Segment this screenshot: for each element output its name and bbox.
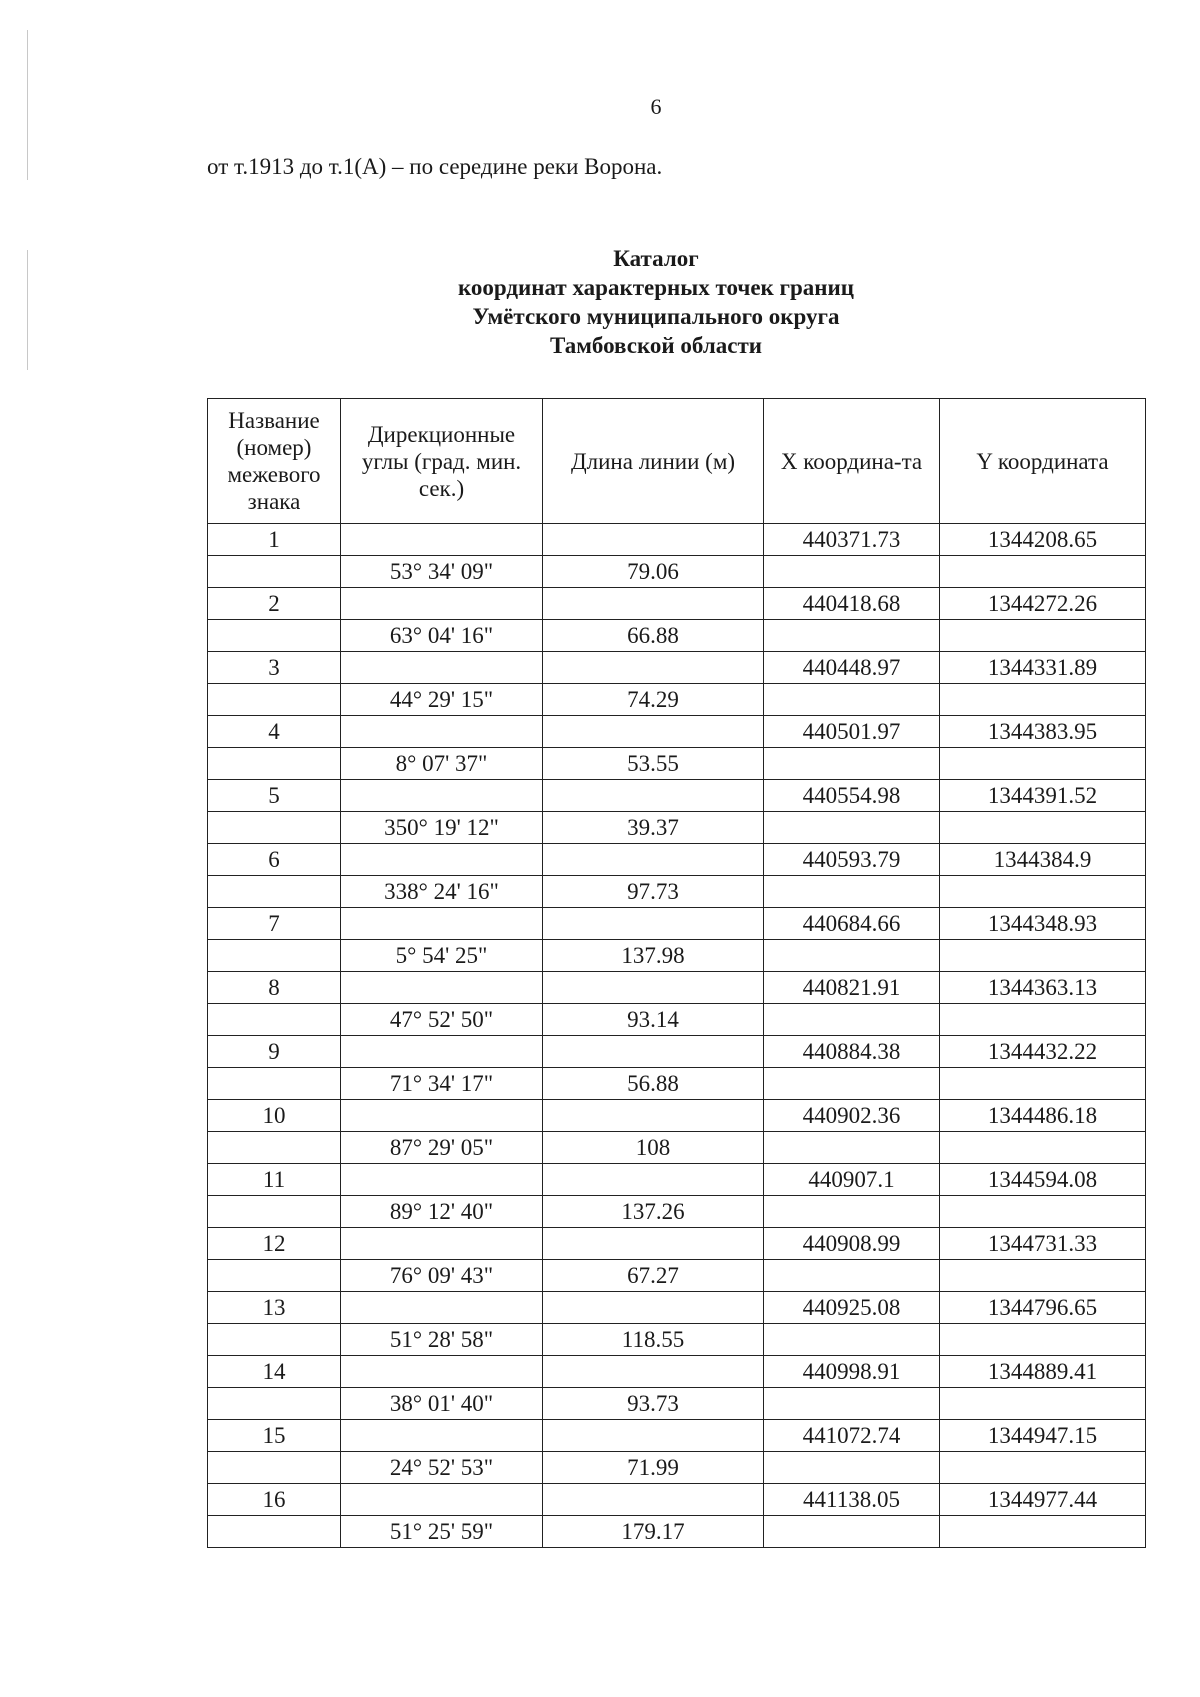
point-number-cell bbox=[208, 556, 341, 588]
table-row bbox=[208, 1388, 1146, 1420]
x-coordinate-cell: 440998.91 bbox=[764, 1356, 940, 1388]
x-coordinate-cell bbox=[764, 1004, 940, 1036]
direction-angle-cell: 338° 24' 16" bbox=[341, 876, 543, 908]
line-length-cell: 66.88 bbox=[543, 620, 764, 652]
point-number-cell bbox=[208, 1068, 341, 1100]
direction-angle-cell bbox=[341, 652, 543, 684]
y-coordinate-cell bbox=[940, 876, 1146, 908]
direction-angle-cell: 47° 52' 50" bbox=[341, 1004, 543, 1036]
y-coordinate-cell bbox=[940, 940, 1146, 972]
line-length-cell bbox=[543, 780, 764, 812]
x-coordinate-cell: 440907.1 bbox=[764, 1164, 940, 1196]
y-coordinate-cell: 1344331.89 bbox=[940, 652, 1146, 684]
direction-angle-cell bbox=[341, 1036, 543, 1068]
x-coordinate-cell bbox=[764, 620, 940, 652]
point-number-cell bbox=[208, 1004, 341, 1036]
coordinates-table bbox=[207, 398, 1146, 1548]
x-coordinate-cell bbox=[764, 1516, 940, 1548]
line-length-cell: 53.55 bbox=[543, 748, 764, 780]
x-coordinate-cell bbox=[764, 1068, 940, 1100]
y-coordinate-cell: 1344272.26 bbox=[940, 588, 1146, 620]
title-line: Умётского муниципального округа bbox=[472, 304, 840, 329]
point-number-cell: 12 bbox=[208, 1228, 341, 1260]
line-length-cell: 74.29 bbox=[543, 684, 764, 716]
line-length-cell bbox=[543, 1164, 764, 1196]
table-row bbox=[208, 1356, 1146, 1388]
point-number-cell bbox=[208, 684, 341, 716]
table-row bbox=[208, 684, 1146, 716]
direction-angle-cell bbox=[341, 780, 543, 812]
x-coordinate-cell: 440371.73 bbox=[764, 524, 940, 556]
line-length-cell bbox=[543, 908, 764, 940]
table-row bbox=[208, 1004, 1146, 1036]
table-row bbox=[208, 588, 1146, 620]
point-number-cell: 1 bbox=[208, 524, 341, 556]
y-coordinate-cell: 1344796.65 bbox=[940, 1292, 1146, 1324]
direction-angle-cell: 5° 54' 25" bbox=[341, 940, 543, 972]
direction-angle-cell bbox=[341, 1100, 543, 1132]
y-coordinate-cell bbox=[940, 812, 1146, 844]
direction-angle-cell: 63° 04' 16" bbox=[341, 620, 543, 652]
x-coordinate-cell bbox=[764, 1260, 940, 1292]
table-row bbox=[208, 1132, 1146, 1164]
y-coordinate-cell bbox=[940, 1068, 1146, 1100]
x-coordinate-cell bbox=[764, 940, 940, 972]
table-row bbox=[208, 972, 1146, 1004]
table-row bbox=[208, 1324, 1146, 1356]
header-y-coordinate: Y координата bbox=[940, 399, 1146, 524]
x-coordinate-cell bbox=[764, 1324, 940, 1356]
direction-angle-cell: 51° 25' 59" bbox=[341, 1516, 543, 1548]
x-coordinate-cell: 440684.66 bbox=[764, 908, 940, 940]
line-length-cell: 118.55 bbox=[543, 1324, 764, 1356]
line-length-cell bbox=[543, 972, 764, 1004]
y-coordinate-cell: 1344432.22 bbox=[940, 1036, 1146, 1068]
y-coordinate-cell bbox=[940, 748, 1146, 780]
x-coordinate-cell bbox=[764, 876, 940, 908]
y-coordinate-cell: 1344731.33 bbox=[940, 1228, 1146, 1260]
direction-angle-cell bbox=[341, 972, 543, 1004]
table-row bbox=[208, 1196, 1146, 1228]
point-number-cell: 4 bbox=[208, 716, 341, 748]
intro-text: от т.1913 до т.1(А) – по середине реки Ворона. bbox=[207, 154, 663, 179]
y-coordinate-cell: 1344486.18 bbox=[940, 1100, 1146, 1132]
line-length-cell: 97.73 bbox=[543, 876, 764, 908]
point-number-cell: 13 bbox=[208, 1292, 341, 1324]
table-row bbox=[208, 876, 1146, 908]
line-length-cell: 137.26 bbox=[543, 1196, 764, 1228]
line-length-cell: 179.17 bbox=[543, 1516, 764, 1548]
point-number-cell: 7 bbox=[208, 908, 341, 940]
table-row bbox=[208, 1516, 1146, 1548]
x-coordinate-cell: 440908.99 bbox=[764, 1228, 940, 1260]
x-coordinate-cell bbox=[764, 812, 940, 844]
point-number-cell: 9 bbox=[208, 1036, 341, 1068]
table-row bbox=[208, 844, 1146, 876]
x-coordinate-cell: 440554.98 bbox=[764, 780, 940, 812]
y-coordinate-cell: 1344348.93 bbox=[940, 908, 1146, 940]
direction-angle-cell bbox=[341, 1484, 543, 1516]
point-number-cell: 14 bbox=[208, 1356, 341, 1388]
table-row bbox=[208, 1036, 1146, 1068]
x-coordinate-cell bbox=[764, 1196, 940, 1228]
header-direction-angle: Дирекционные углы (град. мин. сек.) bbox=[341, 399, 543, 524]
direction-angle-cell: 87° 29' 05" bbox=[341, 1132, 543, 1164]
x-coordinate-cell: 440448.97 bbox=[764, 652, 940, 684]
point-number-cell: 11 bbox=[208, 1164, 341, 1196]
x-coordinate-cell bbox=[764, 684, 940, 716]
point-number-cell: 3 bbox=[208, 652, 341, 684]
table-row bbox=[208, 780, 1146, 812]
line-length-cell bbox=[543, 652, 764, 684]
point-number-cell: 5 bbox=[208, 780, 341, 812]
x-coordinate-cell bbox=[764, 1452, 940, 1484]
point-number-cell bbox=[208, 940, 341, 972]
y-coordinate-cell bbox=[940, 1388, 1146, 1420]
table-row bbox=[208, 1484, 1146, 1516]
line-length-cell: 79.06 bbox=[543, 556, 764, 588]
x-coordinate-cell: 441072.74 bbox=[764, 1420, 940, 1452]
line-length-cell bbox=[543, 1420, 764, 1452]
point-number-cell: 6 bbox=[208, 844, 341, 876]
table-row bbox=[208, 524, 1146, 556]
y-coordinate-cell: 1344391.52 bbox=[940, 780, 1146, 812]
title-line: Каталог bbox=[613, 246, 699, 271]
direction-angle-cell bbox=[341, 844, 543, 876]
point-number-cell: 8 bbox=[208, 972, 341, 1004]
table-row bbox=[208, 620, 1146, 652]
table-row bbox=[208, 652, 1146, 684]
point-number-cell bbox=[208, 1452, 341, 1484]
line-length-cell bbox=[543, 588, 764, 620]
x-coordinate-cell: 441138.05 bbox=[764, 1484, 940, 1516]
table-row bbox=[208, 556, 1146, 588]
y-coordinate-cell bbox=[940, 1196, 1146, 1228]
line-length-cell bbox=[543, 1292, 764, 1324]
table-row bbox=[208, 1100, 1146, 1132]
table-row bbox=[208, 748, 1146, 780]
point-number-cell: 10 bbox=[208, 1100, 341, 1132]
table-row bbox=[208, 812, 1146, 844]
y-coordinate-cell: 1344889.41 bbox=[940, 1356, 1146, 1388]
direction-angle-cell: 8° 07' 37" bbox=[341, 748, 543, 780]
direction-angle-cell bbox=[341, 908, 543, 940]
y-coordinate-cell bbox=[940, 556, 1146, 588]
direction-angle-cell: 71° 34' 17" bbox=[341, 1068, 543, 1100]
y-coordinate-cell: 1344208.65 bbox=[940, 524, 1146, 556]
direction-angle-cell bbox=[341, 524, 543, 556]
header-point-name: Название (номер) межевого знака bbox=[208, 399, 341, 524]
point-number-cell: 16 bbox=[208, 1484, 341, 1516]
point-number-cell bbox=[208, 1196, 341, 1228]
direction-angle-cell: 51° 28' 58" bbox=[341, 1324, 543, 1356]
table-row bbox=[208, 1420, 1146, 1452]
y-coordinate-cell: 1344384.9 bbox=[940, 844, 1146, 876]
y-coordinate-cell bbox=[940, 1004, 1146, 1036]
x-coordinate-cell: 440821.91 bbox=[764, 972, 940, 1004]
direction-angle-cell: 24° 52' 53" bbox=[341, 1452, 543, 1484]
direction-angle-cell bbox=[341, 1420, 543, 1452]
header-x-coordinate: X координа-та bbox=[764, 399, 940, 524]
line-length-cell bbox=[543, 1356, 764, 1388]
point-number-cell: 2 bbox=[208, 588, 341, 620]
line-length-cell bbox=[543, 1484, 764, 1516]
table-row bbox=[208, 940, 1146, 972]
table-row bbox=[208, 716, 1146, 748]
point-number-cell: 15 bbox=[208, 1420, 341, 1452]
y-coordinate-cell: 1344947.15 bbox=[940, 1420, 1146, 1452]
table-row bbox=[208, 1260, 1146, 1292]
y-coordinate-cell: 1344977.44 bbox=[940, 1484, 1146, 1516]
line-length-cell: 39.37 bbox=[543, 812, 764, 844]
y-coordinate-cell: 1344383.95 bbox=[940, 716, 1146, 748]
direction-angle-cell bbox=[341, 1228, 543, 1260]
header-line-length: Длина линии (м) bbox=[543, 399, 764, 524]
direction-angle-cell: 89° 12' 40" bbox=[341, 1196, 543, 1228]
title-line: координат характерных точек границ bbox=[457, 275, 855, 300]
direction-angle-cell: 44° 29' 15" bbox=[341, 684, 543, 716]
y-coordinate-cell bbox=[940, 1516, 1146, 1548]
point-number-cell bbox=[208, 748, 341, 780]
direction-angle-cell bbox=[341, 1164, 543, 1196]
table-row bbox=[208, 1228, 1146, 1260]
table-row bbox=[208, 1452, 1146, 1484]
point-number-cell bbox=[208, 876, 341, 908]
point-number-cell bbox=[208, 620, 341, 652]
x-coordinate-cell bbox=[764, 556, 940, 588]
point-number-cell bbox=[208, 1388, 341, 1420]
line-length-cell: 56.88 bbox=[543, 1068, 764, 1100]
point-number-cell bbox=[208, 1516, 341, 1548]
x-coordinate-cell: 440884.38 bbox=[764, 1036, 940, 1068]
line-length-cell bbox=[543, 844, 764, 876]
direction-angle-cell: 76° 09' 43" bbox=[341, 1260, 543, 1292]
x-coordinate-cell: 440925.08 bbox=[764, 1292, 940, 1324]
y-coordinate-cell bbox=[940, 1452, 1146, 1484]
y-coordinate-cell: 1344363.13 bbox=[940, 972, 1146, 1004]
direction-angle-cell bbox=[341, 1292, 543, 1324]
table-row bbox=[208, 1292, 1146, 1324]
point-number-cell bbox=[208, 1324, 341, 1356]
line-length-cell: 67.27 bbox=[543, 1260, 764, 1292]
point-number-cell bbox=[208, 812, 341, 844]
line-length-cell bbox=[543, 1036, 764, 1068]
point-number-cell bbox=[208, 1132, 341, 1164]
table-row bbox=[208, 1068, 1146, 1100]
line-length-cell bbox=[543, 1100, 764, 1132]
y-coordinate-cell: 1344594.08 bbox=[940, 1164, 1146, 1196]
title-line: Тамбовской области bbox=[549, 333, 762, 358]
page-number: 6 bbox=[650, 94, 662, 119]
direction-angle-cell: 350° 19' 12" bbox=[341, 812, 543, 844]
direction-angle-cell bbox=[341, 1356, 543, 1388]
table-header-row bbox=[208, 399, 1146, 524]
line-length-cell bbox=[543, 524, 764, 556]
table-body bbox=[208, 524, 1146, 1548]
direction-angle-cell: 38° 01' 40" bbox=[341, 1388, 543, 1420]
line-length-cell: 93.14 bbox=[543, 1004, 764, 1036]
x-coordinate-cell: 440902.36 bbox=[764, 1100, 940, 1132]
point-number-cell bbox=[208, 1260, 341, 1292]
table-row bbox=[208, 1164, 1146, 1196]
direction-angle-cell: 53° 34' 09" bbox=[341, 556, 543, 588]
table-row bbox=[208, 908, 1146, 940]
line-length-cell: 137.98 bbox=[543, 940, 764, 972]
y-coordinate-cell bbox=[940, 684, 1146, 716]
direction-angle-cell bbox=[341, 716, 543, 748]
catalog-title bbox=[0, 244, 1200, 360]
line-length-cell bbox=[543, 716, 764, 748]
x-coordinate-cell: 440418.68 bbox=[764, 588, 940, 620]
y-coordinate-cell bbox=[940, 620, 1146, 652]
line-length-cell: 108 bbox=[543, 1132, 764, 1164]
line-length-cell bbox=[543, 1228, 764, 1260]
x-coordinate-cell bbox=[764, 748, 940, 780]
y-coordinate-cell bbox=[940, 1324, 1146, 1356]
direction-angle-cell bbox=[341, 588, 543, 620]
line-length-cell: 71.99 bbox=[543, 1452, 764, 1484]
line-length-cell: 93.73 bbox=[543, 1388, 764, 1420]
x-coordinate-cell: 440593.79 bbox=[764, 844, 940, 876]
x-coordinate-cell: 440501.97 bbox=[764, 716, 940, 748]
y-coordinate-cell bbox=[940, 1132, 1146, 1164]
y-coordinate-cell bbox=[940, 1260, 1146, 1292]
x-coordinate-cell bbox=[764, 1388, 940, 1420]
x-coordinate-cell bbox=[764, 1132, 940, 1164]
